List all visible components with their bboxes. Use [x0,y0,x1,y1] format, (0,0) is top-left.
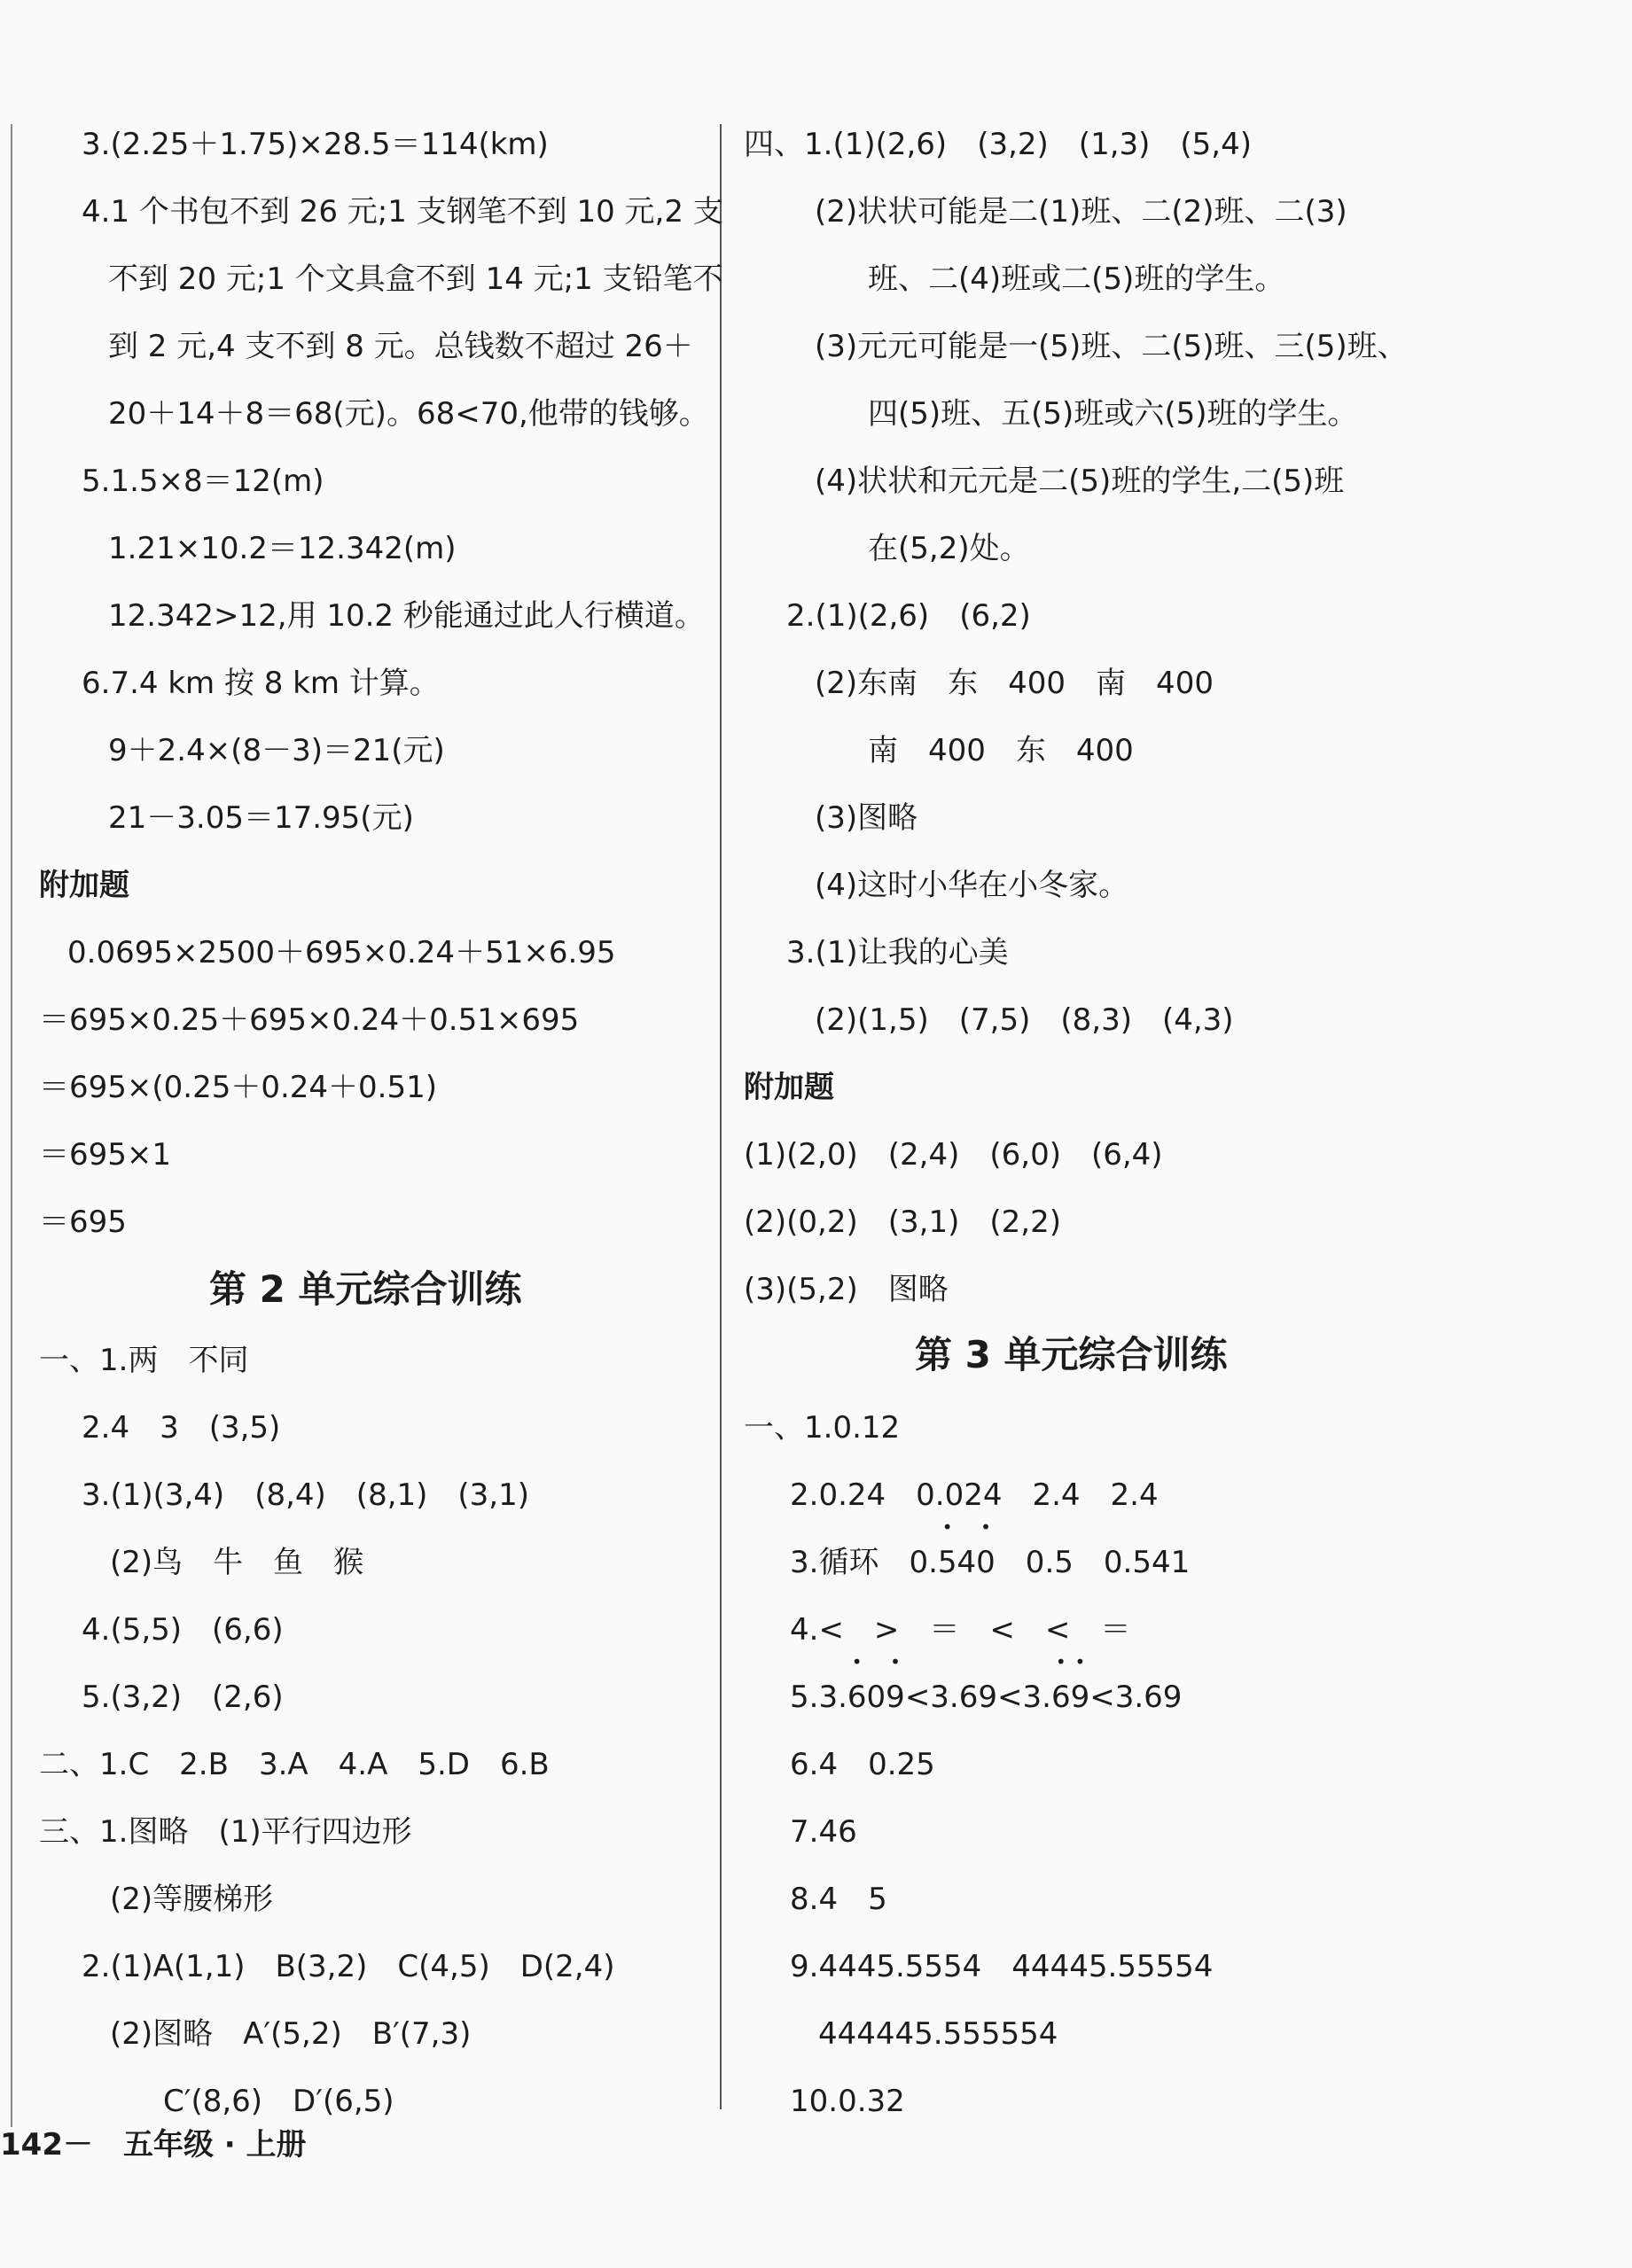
answer-line: (2)图略 A′(5,2) B′(7,3) [110,2016,472,2052]
answer-line: 3.(1)让我的心美 [786,935,1009,970]
answer-line: 在(5,2)处。 [868,531,1030,566]
answer-line: 2.0.24 0.024 2.4 2.4 [790,1477,1159,1513]
answer-line: 2.4 3 (3,5) [82,1410,281,1446]
repeating-digit: • 5 [938,1545,957,1580]
answer-line: 2.(1)A(1,1) B(3,2) C(4,5) D(2,4) [82,1949,615,1984]
answer-line: 四、1.(1)(2,6) (3,2) (1,3) (5,4) [744,127,1253,162]
repeating-digit: • 0 [976,1545,996,1580]
answer-line-repeating-decimal [790,1545,1190,1580]
answer-line: 4.1 个书包不到 26 元;1 支钢笔不到 10 元,2 支 [82,194,723,230]
answer-line: 三、1.图略 (1)平行四边形 [39,1814,412,1850]
answer-line: 3.(2.25＋1.75)×28.5＝114(km) [82,127,549,162]
text-segment: 0.5 0.541 [995,1545,1191,1580]
answer-line: (3)图略 [815,800,918,836]
answer-line: (1)(2,0) (2,4) (6,0) (6,4) [744,1137,1163,1173]
answer-line: 到 2 元,4 支不到 8 元。总钱数不超过 26＋ [108,329,693,364]
answer-line: 20＋14＋8＝68(元)。68<70,他带的钱够。 [108,396,709,432]
answer-line: (4)状状和元元是二(5)班的学生,二(5)班 [815,464,1345,499]
answer-line: 5.(3,2) (2,6) [82,1680,284,1715]
answer-line: 10.0.32 [790,2084,905,2119]
answer-line: 3.(1)(3,4) (8,4) (8,1) (3,1) [82,1477,530,1513]
repeating-digit: • 6 [1051,1680,1071,1715]
text-segment: <3.69<3. [904,1680,1051,1715]
page-footer: 142－ 五年级 · 上册 [0,2127,307,2163]
text-segment: 0 [866,1680,886,1715]
answer-line: 444445.555554 [818,2016,1058,2052]
answer-line: 5.1.5×8＝12(m) [82,464,324,499]
answer-line: (2)(1,5) (7,5) (8,3) (4,3) [815,1002,1234,1038]
repeating-digit: • 6 [847,1680,867,1715]
answer-line: C′(8,6) D′(6,5) [163,2084,394,2119]
answer-line: ＝695×1 [39,1137,172,1173]
answer-line: (3)元元可能是一(5)班、二(5)班、三(5)班、 [815,329,1408,364]
repeating-digit: • 9 [1071,1680,1090,1715]
text-segment: 5.3. [790,1680,847,1715]
answer-line: 9.4445.5554 44445.55554 [790,1949,1214,1984]
answer-line: 8.4 5 [790,1882,887,1917]
answer-line: 0.0695×2500＋695×0.24＋51×6.95 [67,935,616,970]
answer-line: 1.21×10.2＝12.342(m) [108,531,457,566]
answer-line: ＝695×0.25＋695×0.24＋0.51×695 [39,1002,580,1038]
text-segment: 4 [957,1545,977,1580]
answer-line: 6.7.4 km 按 8 km 计算。 [82,666,440,701]
answer-line-repeating-decimal [790,1680,1182,1715]
answer-line: 一、1.0.12 [744,1410,901,1446]
answer-line: 7.46 [790,1814,857,1850]
answer-line: (2)(0,2) (3,1) (2,2) [744,1204,1061,1240]
answer-line: (2)等腰梯形 [110,1882,274,1917]
answer-line: 一、1.两 不同 [39,1343,249,1378]
answer-line: 12.342>12,用 10.2 秒能通过此人行横道。 [108,598,705,634]
answer-line: 二、1.C 2.B 3.A 4.A 5.D 6.B [39,1747,550,1782]
answer-line: 不到 20 元;1 个文具盒不到 14 元;1 支铅笔不 [108,261,723,297]
answer-line: (3)(5,2) 图略 [744,1272,949,1307]
answer-line: 2.(1)(2,6) (6,2) [786,598,1031,634]
text-segment: <3.69 [1089,1680,1183,1715]
extra-heading: 附加题 [744,1070,834,1105]
answer-line: ＝695×(0.25＋0.24＋0.51) [39,1070,438,1105]
extra-heading: 附加题 [39,868,129,903]
answer-line: (2)鸟 牛 鱼 猴 [110,1545,364,1580]
answer-line: 4.(5,5) (6,6) [82,1612,284,1648]
answer-line: 四(5)班、五(5)班或六(5)班的学生。 [868,396,1358,432]
answer-line: 9＋2.4×(8－3)＝21(元) [108,733,445,768]
left-margin-rule [11,124,12,2127]
answer-line: 4.< > ＝ < < ＝ [790,1612,1131,1648]
answer-line: 21－3.05＝17.95(元) [108,800,414,836]
repeating-digit: • 9 [886,1680,905,1715]
answer-line: 班、二(4)班或二(5)班的学生。 [868,261,1285,297]
column-divider [720,124,722,2109]
answer-line: ＝695 [39,1204,127,1240]
unit2-title: 第 2 单元综合训练 [209,1267,522,1311]
answer-line: 南 400 东 400 [868,733,1134,768]
answer-line: (2)东南 东 400 南 400 [815,666,1214,701]
answer-line: 6.4 0.25 [790,1747,935,1782]
text-segment: 3.循环 0. [790,1545,938,1580]
answer-line: (4)这时小华在小冬家。 [815,868,1129,903]
answer-line: (2)状状可能是二(1)班、二(2)班、二(3) [815,194,1347,230]
unit3-title: 第 3 单元综合训练 [915,1333,1228,1376]
